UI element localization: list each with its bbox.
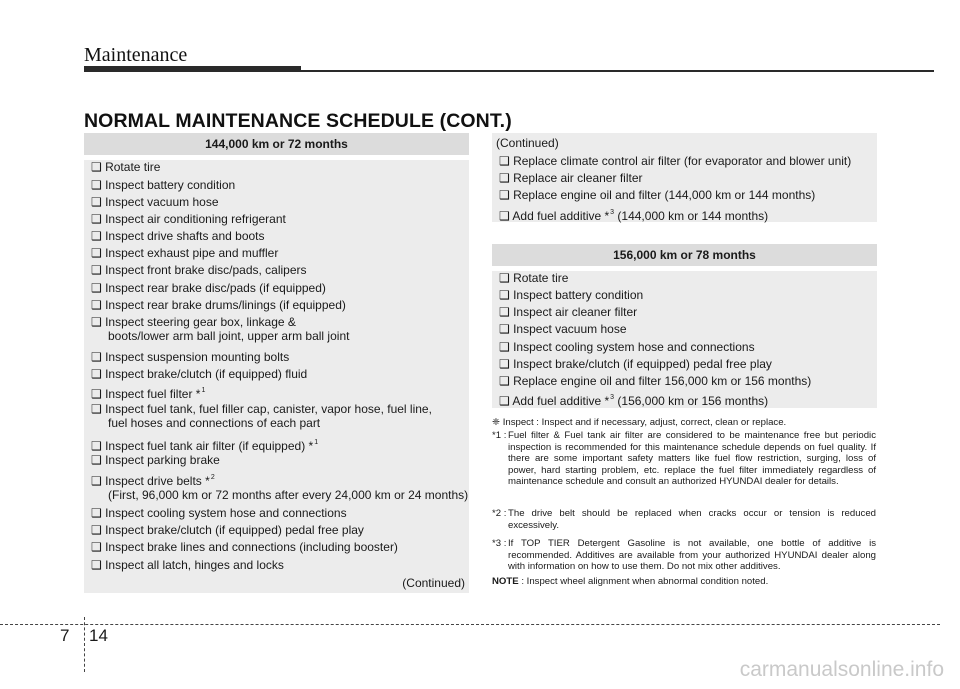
checklist-item: ❑ Inspect steering gear box, linkage & boots/lower arm ball joint, upper arm ball joint xyxy=(91,315,350,343)
checklist-item: ❑ Inspect fuel filter *$^1$ xyxy=(91,387,206,401)
checklist-item: ❑ Inspect vacuum hose xyxy=(499,322,627,336)
page-number: 14 xyxy=(89,626,108,645)
note-2-text: The drive belt should be replaced when cracks occur or tension is reduced excessively. xyxy=(508,508,876,531)
checklist-item: ❑ Inspect all latch, hinges and locks xyxy=(91,558,284,572)
note-general: NOTE : Inspect wheel alignment when abnormal condition noted. xyxy=(492,576,769,587)
item-list xyxy=(492,271,877,408)
header-rule-thin xyxy=(301,70,934,72)
note-3-text: If TOP TIER Detergent Gasoline is not available, one bottle of additive is recommended. Additives are available from your authorized HYUNDAI dealer along with information on how to use them. Do not mix other additives. xyxy=(508,538,876,573)
chapter-number: 7 xyxy=(60,626,70,645)
checklist-item: ❑ Inspect cooling system hose and connections xyxy=(91,506,347,520)
note-1-mark: *1 : xyxy=(492,430,507,441)
checklist-item: ❑ Inspect air conditioning refrigerant xyxy=(91,212,286,226)
note-3 xyxy=(492,538,876,573)
header-rule-thick xyxy=(84,66,301,72)
checklist-item: ❑ Inspect brake/clutch (if equipped) pedal free play xyxy=(91,523,364,537)
checklist-item: ❑ Inspect drive belts *$^2$ (First, 96,000 km or 72 months after every 24,000 km or 24 months) xyxy=(91,474,469,502)
note-1-text: Fuel filter & Fuel tank air filter are considered to be maintenance free but periodic inspection is recommended for this maintenance schedule depends on fuel quality. If there are some important safety matters like fuel flow restriction, surging, loss of power, hard starting problem, etc. replace the fuel filter immediately regardless of maintenance schedule and consult an authorized HYUNDAI dealer for details. xyxy=(508,430,876,488)
note-3-mark: *3 : xyxy=(492,538,507,549)
checklist-item: ❑ Inspect fuel tank, fuel filler cap, canister, vapor hose, fuel line, fuel hoses and connections of each part xyxy=(91,402,432,430)
checklist-item: ❑ Inspect brake lines and connections (including booster) xyxy=(91,540,398,554)
note-2-mark: *2 : xyxy=(492,508,507,519)
schedule-box-continued xyxy=(492,133,877,222)
checklist-item: ❑ Inspect fuel tank air filter (if equipped) *$^1$ xyxy=(91,439,319,453)
checklist-item: ❑ Inspect suspension mounting bolts xyxy=(91,350,290,364)
note-inspect: ❈ Inspect : Inspect and if necessary, adjust, correct, clean or replace. xyxy=(492,417,787,428)
checklist-item: ❑ Inspect front brake disc/pads, calipers xyxy=(91,263,307,277)
checklist-item: ❑ Replace engine oil and filter 156,000 km or 156 months) xyxy=(499,374,812,388)
checklist-item: ❑ Inspect air cleaner filter xyxy=(499,305,638,319)
note-2 xyxy=(492,508,876,531)
page-title: NORMAL MAINTENANCE SCHEDULE (CONT.) xyxy=(84,110,512,132)
checklist-item: ❑ Replace climate control air filter (for evaporator and blower unit) xyxy=(499,154,852,168)
checklist-item: ❑ Inspect vacuum hose xyxy=(91,195,219,209)
checklist-item: ❑ Inspect brake/clutch (if equipped) fluid xyxy=(91,367,308,381)
item-list xyxy=(84,160,469,580)
section-label: Maintenance xyxy=(84,44,188,66)
checklist-item: ❑ Add fuel additive *$^3$ (156,000 km or 156 months) xyxy=(499,394,769,408)
continued-heading: (Continued) xyxy=(496,136,559,150)
checklist-item: ❑ Inspect brake/clutch (if equipped) pedal free play xyxy=(499,357,772,371)
note-1 xyxy=(492,430,876,488)
checklist-item: ❑ Inspect battery condition xyxy=(499,288,644,302)
checklist-item: ❑ Add fuel additive *$^3$ (144,000 km or 144 months) xyxy=(499,209,769,223)
checklist-item: ❑ Inspect rear brake drums/linings (if equipped) xyxy=(91,298,346,312)
checklist-item: ❑ Inspect drive shafts and boots xyxy=(91,229,265,243)
checklist-item: ❑ Inspect rear brake disc/pads (if equipped) xyxy=(91,281,326,295)
schedule-box-144000 xyxy=(84,133,469,593)
checklist-item: ❑ Inspect cooling system hose and connections xyxy=(499,340,755,354)
checklist-item: ❑ Replace engine oil and filter (144,000 km or 144 months) xyxy=(499,188,816,202)
checklist-item: ❑ Rotate tire xyxy=(499,271,569,285)
checklist-item: ❑ Inspect parking brake xyxy=(91,453,220,467)
box-heading: 144,000 km or 72 months xyxy=(84,133,469,155)
box-heading: 156,000 km or 78 months xyxy=(492,244,877,266)
checklist-item: ❑ Inspect exhaust pipe and muffler xyxy=(91,246,279,260)
continued-label: (Continued) xyxy=(402,576,465,590)
checklist-item: ❑ Rotate tire xyxy=(91,160,161,174)
schedule-box-156000 xyxy=(492,244,877,408)
watermark: carmanualsonline.info xyxy=(739,658,944,681)
item-list xyxy=(492,133,877,222)
footer-vertical-divider xyxy=(84,617,85,672)
footer-divider xyxy=(0,624,940,625)
checklist-item: ❑ Inspect battery condition xyxy=(91,178,236,192)
checklist-item: ❑ Replace air cleaner filter xyxy=(499,171,643,185)
